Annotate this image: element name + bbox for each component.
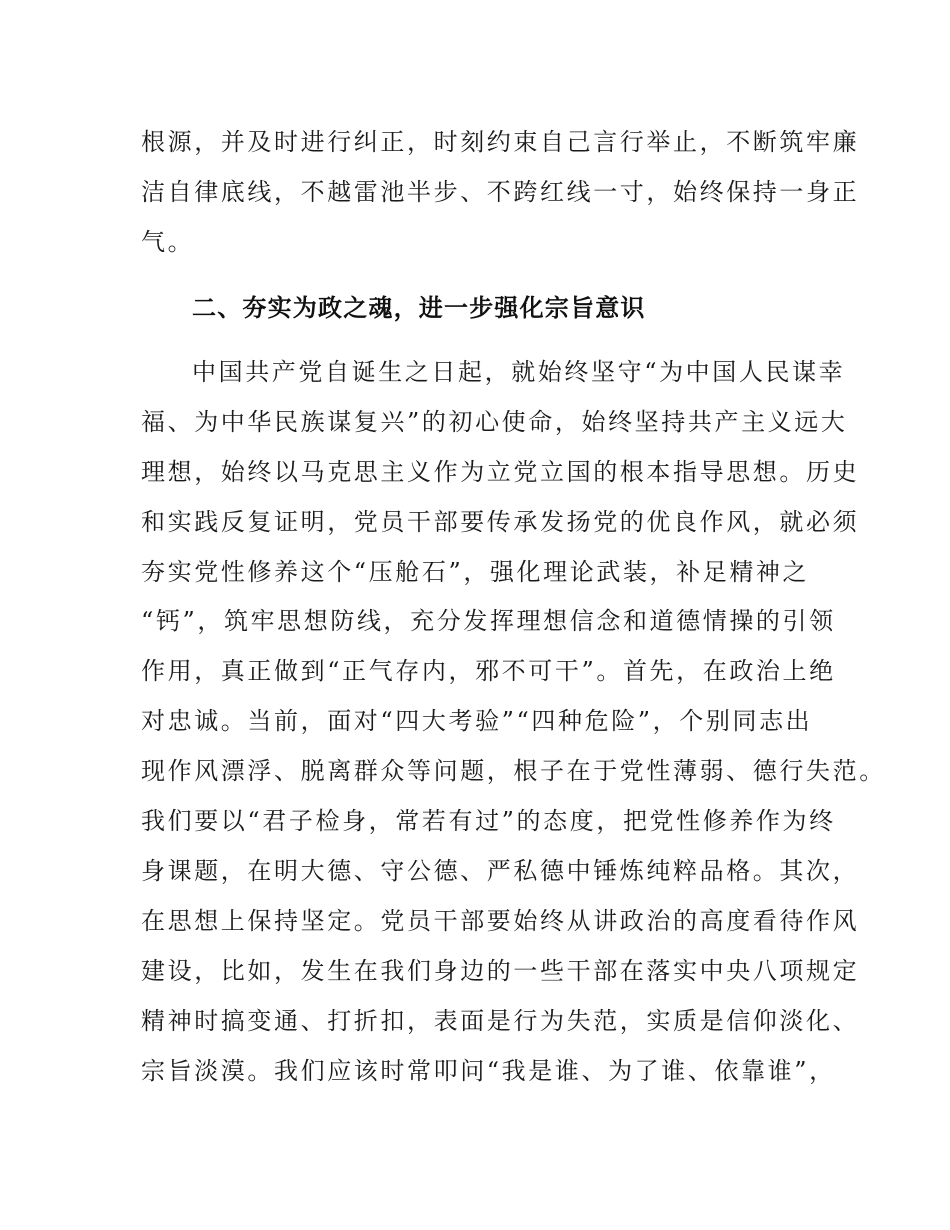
intro-line: 洁自律底线，不越雷池半步、不跨红线一寸，始终保持一身正: [141, 178, 860, 206]
paragraph-line: 中国共产党自诞生之日起，就始终坚守“为中国人民谋幸: [192, 358, 846, 386]
section-heading: 二、夯实为政之魂，进一步强化宗旨意识: [192, 294, 646, 322]
paragraph-line: 我们要以“君子检身，常若有过”的态度，把党性修养作为终: [141, 807, 836, 835]
paragraph-line: 理想，始终以马克思主义作为立党立国的根本指导思想。历史: [141, 458, 860, 486]
paragraph-line: 宗旨淡漠。我们应该时常叩问“我是谁、为了谁、依靠谁”，: [141, 1057, 836, 1085]
paragraph-line: 精神时搞变通、打折扣，表面是行为失范，实质是信仰淡化、: [141, 1007, 860, 1035]
paragraph-line: 建设，比如，发生在我们身边的一些干部在落实中央八项规定: [141, 957, 860, 985]
paragraph-line: 身课题，在明大德、守公德、严私德中锤炼纯粹品格。其次，: [141, 857, 860, 885]
paragraph-line: 现作风漂浮、脱离群众等问题，根子在于党性薄弱、德行失范。: [141, 757, 886, 785]
paragraph-line: 夯实党性修养这个“压舱石”，强化理论武装，补足精神之: [141, 558, 810, 586]
paragraph-line: 在思想上保持坚定。党员干部要始终从讲政治的高度看待作风: [141, 907, 860, 935]
paragraph-line: “钙”，筑牢思想防线，充分发挥理想信念和道德情操的引领: [141, 607, 836, 635]
intro-line: 气。: [141, 228, 195, 256]
paragraph-line: 对忠诚。当前，面对“四大考验”“四种危险”，个别同志出: [141, 707, 813, 735]
intro-line: 根源，并及时进行纠正，时刻约束自己言行举止，不断筑牢廉: [141, 128, 860, 156]
paragraph-line: 和实践反复证明，党员干部要传承发扬党的优良作风，就必须: [141, 508, 860, 536]
paragraph-line: 作用，真正做到“正气存内，邪不可干”。首先，在政治上绝: [141, 657, 836, 685]
paragraph-line: 福、为中华民族谋复兴”的初心使命，始终坚持共产主义远大: [141, 408, 848, 436]
